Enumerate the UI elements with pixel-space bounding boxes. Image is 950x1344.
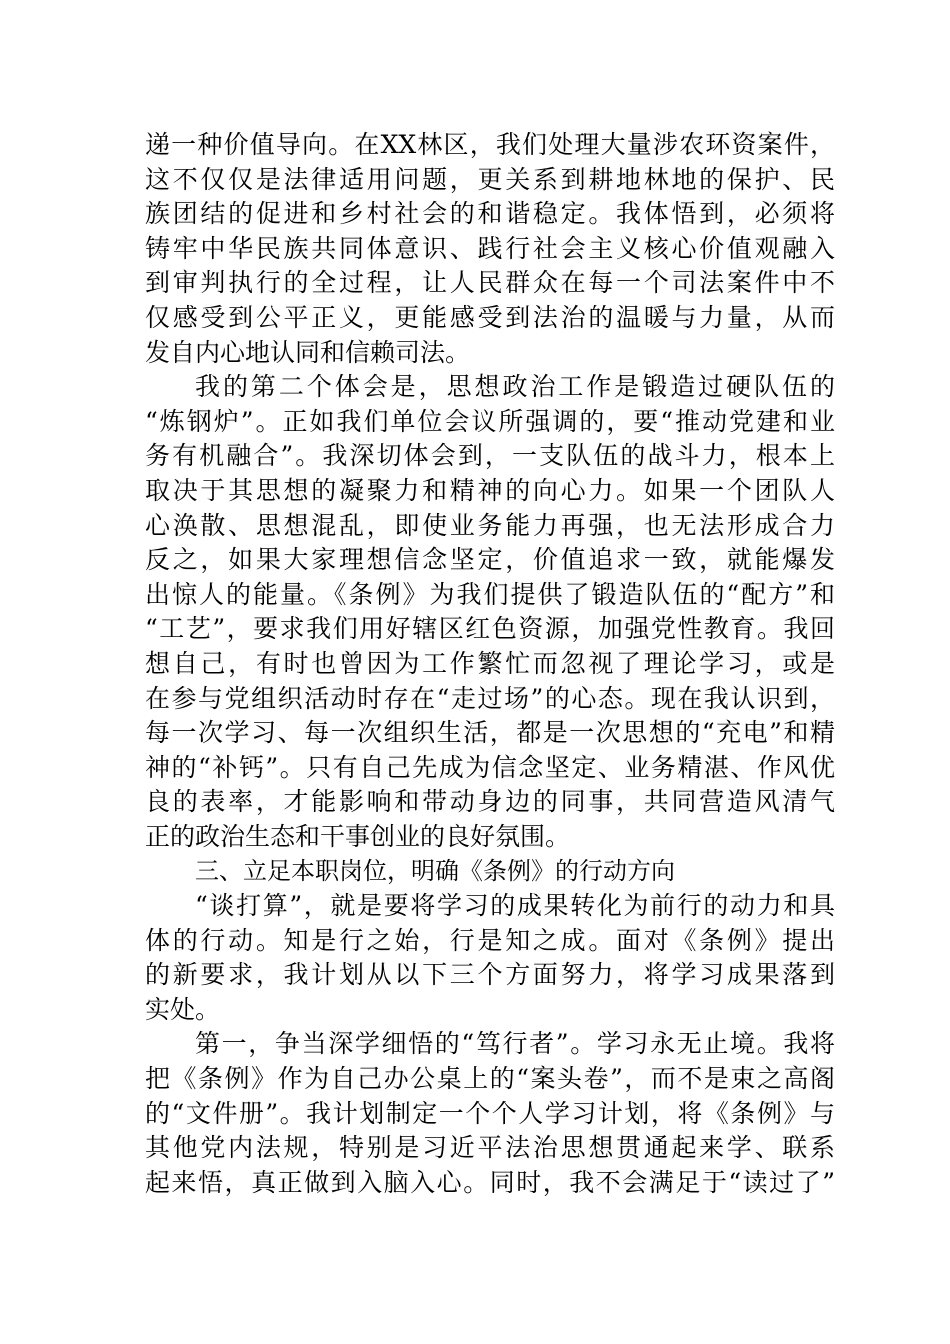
- text-line: 心涣散、思想混乱，即使业务能力再强，也无法形成合力: [145, 510, 835, 540]
- text-line: 取决于其思想的凝聚力和精神的向心力。如果一个团队人: [145, 475, 835, 505]
- text-line: 第一，争当深学细悟的“笃行者”。学习永无止境。我将: [195, 1029, 835, 1059]
- text-line: 体的行动。知是行之始，行是知之成。面对《条例》提出: [145, 925, 835, 955]
- text-line: 到审判执行的全过程，让人民群众在每一个司法案件中不: [145, 268, 835, 298]
- text-line: 实处。: [145, 994, 221, 1024]
- text-line: 起来悟，真正做到入脑入心。同时，我不会满足于“读过了”: [145, 1167, 835, 1197]
- text-line: 发自内心地认同和信赖司法。: [145, 337, 471, 367]
- text-line: 的新要求，我计划从以下三个方面努力，将学习成果落到: [145, 960, 835, 990]
- text-line: 良的表率，才能影响和带动身边的同事，共同营造风清气: [145, 787, 835, 817]
- text-line: “谈打算”，就是要将学习的成果转化为前行的动力和具: [195, 891, 835, 921]
- text-line: 我的第二个体会是，思想政治工作是锻造过硬队伍的: [195, 372, 835, 402]
- text-line: “炼钢炉”。正如我们单位会议所强调的，要“推动党建和业: [145, 406, 835, 436]
- text-line: 在参与党组织活动时存在“走过场”的心态。现在我认识到，: [145, 683, 835, 713]
- text-line: 其他党内法规，特别是习近平法治思想贯通起来学、联系: [145, 1133, 835, 1163]
- text-line: 反之，如果大家理想信念坚定，价值追求一致，就能爆发: [145, 545, 835, 575]
- text-line: “工艺”，要求我们用好辖区红色资源，加强党性教育。我回: [145, 614, 835, 644]
- text-line: 神的“补钙”。只有自己先成为信念坚定、业务精湛、作风优: [145, 752, 835, 782]
- text-line: 出惊人的能量。《条例》为我们提供了锻造队伍的“配方”和: [145, 579, 835, 609]
- text-line: 每一次学习、每一次组织生活，都是一次思想的“充电”和精: [145, 718, 835, 748]
- text-line: 铸牢中华民族共同体意识、践行社会主义核心价值观融入: [145, 233, 835, 263]
- text-line: 族团结的促进和乡村社会的和谐稳定。我体悟到，必须将: [145, 199, 835, 229]
- text-line: 的“文件册”。我计划制定一个个人学习计划，将《条例》与: [145, 1098, 835, 1128]
- document-body: [145, 128, 835, 1200]
- section-heading: 三、立足本职岗位，明确《条例》的行动方向: [195, 857, 675, 886]
- text-line: 这不仅仅是法律适用问题，更关系到耕地林地的保护、民: [145, 164, 835, 194]
- text-line: 务有机融合”。我深切体会到，一支队伍的战斗力，根本上: [145, 441, 835, 471]
- text-line: 仅感受到公平正义，更能感受到法治的温暖与力量，从而: [145, 302, 835, 332]
- text-line: 把《条例》作为自己办公桌上的“案头卷”，而不是束之高阁: [145, 1064, 835, 1094]
- text-line: 递一种价值导向。在XX林区，我们处理大量涉农环资案件，: [145, 130, 835, 159]
- text-line: 正的政治生态和干事创业的良好氛围。: [145, 821, 571, 851]
- text-line: 想自己，有时也曾因为工作繁忙而忽视了理论学习，或是: [145, 648, 835, 678]
